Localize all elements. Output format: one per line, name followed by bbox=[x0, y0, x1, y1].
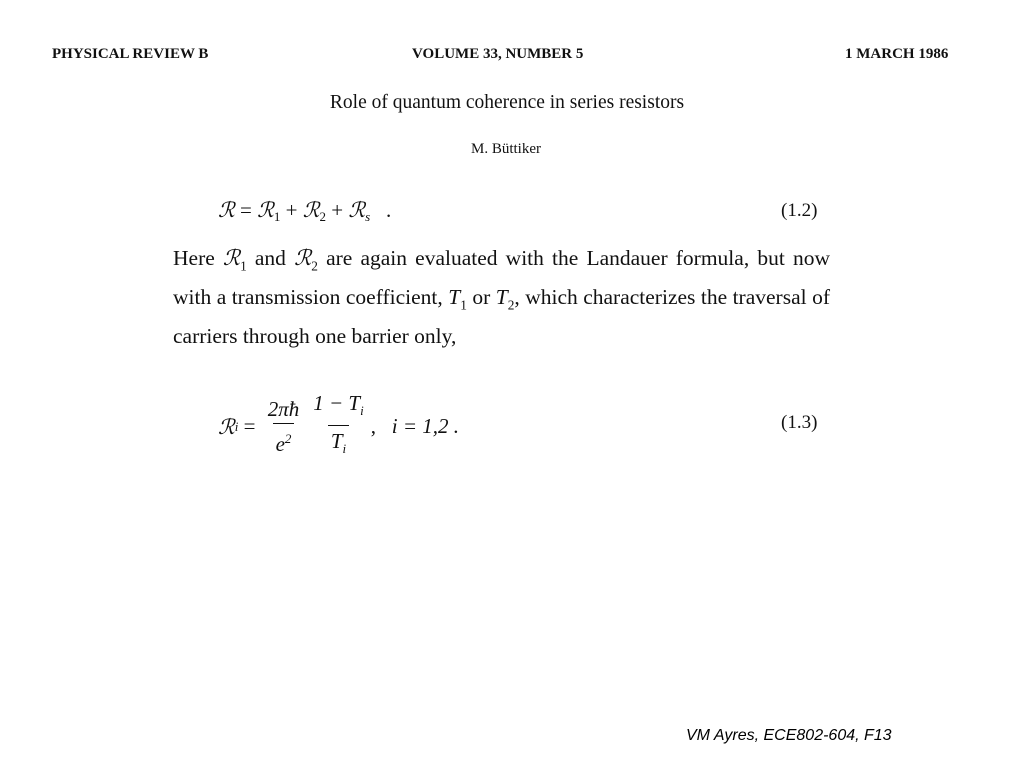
journal-name: PHYSICAL REVIEW B bbox=[52, 46, 209, 62]
subscript: i bbox=[234, 418, 239, 434]
text-span: , which characterizes the traversal of carriers through one barrier only, bbox=[173, 284, 830, 348]
equation-number: (1.3) bbox=[781, 412, 818, 433]
plus-sign: + bbox=[331, 198, 344, 222]
subscript: 2 bbox=[311, 258, 318, 274]
numerator-text: 1 − T bbox=[313, 391, 361, 415]
slide-footer-credit: VM Ayres, ECE802-604, F13 bbox=[686, 727, 892, 744]
subscript: i bbox=[342, 441, 347, 457]
volume-number: VOLUME 33, NUMBER 5 bbox=[412, 46, 584, 62]
body-paragraph bbox=[173, 243, 830, 352]
subscript: 1 bbox=[240, 258, 247, 274]
superscript: 2 bbox=[284, 430, 292, 446]
article-title: Role of quantum coherence in series resistors bbox=[329, 92, 685, 113]
text-span: are again evaluated with the Landauer formula, but now with a transmission coefficient, bbox=[173, 246, 830, 309]
subscript: 2 bbox=[319, 209, 327, 224]
equals-sign: = bbox=[240, 198, 258, 222]
text-span: or bbox=[466, 284, 496, 309]
subscript: 1 bbox=[273, 209, 281, 224]
resistance-s-symbol: ℛ bbox=[348, 198, 366, 222]
equals-sign: = bbox=[238, 414, 261, 439]
transmission-t2-symbol: T bbox=[495, 284, 508, 309]
index-condition: i = 1,2 . bbox=[391, 414, 460, 439]
transmission-symbol: T bbox=[330, 429, 343, 454]
fraction-numerator bbox=[310, 392, 366, 425]
electron-charge-symbol: e bbox=[275, 431, 285, 456]
transmission-t1-symbol: T bbox=[448, 284, 461, 309]
resistance-1-symbol: ℛ bbox=[257, 198, 274, 222]
period: . bbox=[375, 198, 392, 222]
resistance-2-symbol: ℛ bbox=[302, 198, 320, 222]
resistance-1-symbol: ℛ bbox=[222, 246, 241, 271]
fraction-denominator bbox=[328, 425, 349, 461]
fraction-denominator bbox=[273, 423, 295, 456]
equation-1-2 bbox=[218, 198, 391, 225]
plus-sign: + bbox=[285, 198, 298, 222]
subscript: 1 bbox=[460, 297, 467, 313]
fraction-prefactor bbox=[265, 398, 303, 456]
fraction-transmission bbox=[310, 392, 366, 461]
subscript: i bbox=[360, 403, 364, 419]
subscript: 2 bbox=[507, 297, 515, 313]
publication-date: 1 MARCH 1986 bbox=[845, 46, 949, 62]
equation-1-3 bbox=[218, 392, 459, 461]
text-span: Here bbox=[173, 246, 223, 270]
text-span: and bbox=[246, 246, 295, 270]
fraction-numerator: 2πħ bbox=[267, 396, 300, 421]
resistance-2-symbol: ℛ bbox=[294, 246, 312, 271]
equation-number: (1.2) bbox=[781, 200, 818, 221]
comma: , bbox=[370, 414, 392, 439]
subscript: s bbox=[365, 209, 371, 224]
article-author: M. Büttiker bbox=[471, 141, 541, 157]
resistance-i-symbol: ℛ bbox=[218, 414, 235, 439]
resistance-total-symbol: ℛ bbox=[218, 198, 235, 222]
